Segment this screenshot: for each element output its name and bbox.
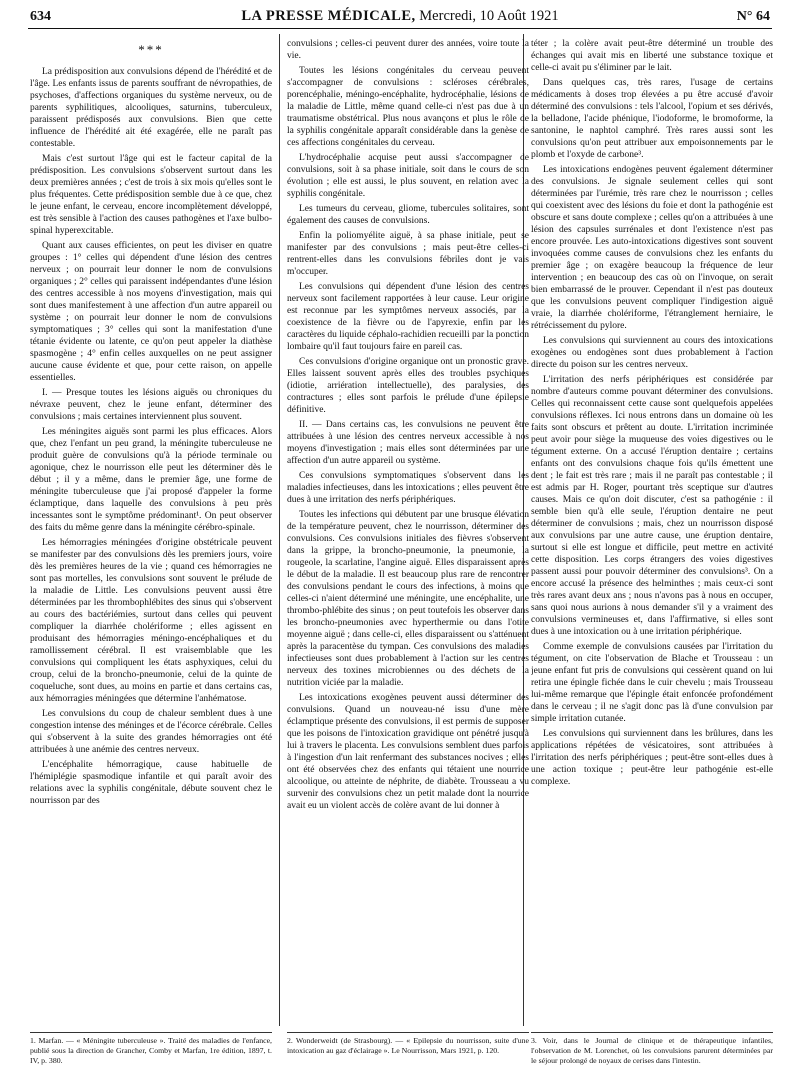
paragraph: II. — Dans certains cas, les convulsions ne peuvent être attribuées à une lésion des centres nerveux accessible à nos moyens d'investigation ; mais elles sont déterminées par une affection d'un autre appareil ou système. xyxy=(287,420,529,466)
paragraph: Les intoxications endogènes peuvent également déterminer des convulsions. Je signale seulement celles qui sont déterminées par l'urémie, très rare chez le nourrisson ; celles qui coexistent avec des lésions du foie et dont la pathogénie est obscure et sans doute complexe ; celles qu'on a attribuées à une lésion des capsules surrénales et dont l'existence n'est pas encore prouvée. Les auto-intoxications digestives sont souvent invoquées comme causes de convulsions chez les enfants du premier âge ; on exagère beaucoup la fréquence de leur intervention ; en beaucoup des cas où on l'invoque, on serait bien embarrassé de le prouver. Cependant il n'est pas douteux que les convulsions peuvent compliquer l'indigestion aiguë vraie, la diarrhée cholériforme, l'étranglement herniaire, le rétrécissement du pylore. xyxy=(531,165,773,331)
paragraph: Les méningites aiguës sont parmi les plus efficaces. Alors que, chez l'enfant un peu grand, la méningite tuberculeuse ne produit guère de convulsions qu'à la période terminale ou agonique, chez le nourrisson elle peut les déterminer dès le début ; il y a même, dans le premier âge, une forme de méningite tuberculeuse que j'ai proposé d'appeler la forme éclamptique, dans laquelle des convulsions à peu près incessantes sont le symptôme prédominant¹. On peut observer des faits du même genre dans la méningite cérébro-spinale. xyxy=(30,427,272,533)
paragraph: Les hémorragies méningées d'origine obstétricale peuvent se manifester par des convulsions dès les premiers jours, voire dès les premières heures de la vie ; quand ces hémorragies ne sont pas mortelles, les convulsions sont souvent le prélude de la maladie de Little. Les convulsions peuvent aussi être déterminées par les thrombophlébites des sinus qui s'observent au cours des bactériémies, surtout dans celles qui peuvent compliquer la diarrhée cholériforme ; elles agissent en produisant des hémorragies méningo-encéphaliques et du ramollissement cérébral. Il est vraisemblable que les convulsions qui compliquent les états asphyxiques, celui du croup, celui de la broncho-pneumonie, celui de la quinte de coqueluche, sont dues, au moins en partie et dans certains cas, aux hémorragies méningées que détermine l'anhématose. xyxy=(30,538,272,704)
paragraph: Quant aux causes efficientes, on peut les diviser en quatre groupes : 1° celles qui dépendent d'une lésion des centres nerveux ; on pourrait leur donner le nom de convulsions organiques ; 2° celles qui paraissent indépendantes d'une lésion des centres accessible à nos moyens d'investigation, mais qui sont dues manifestement à une affection d'un autre appareil ou système ; on pourrait leur donner le nom de convulsions symptomatiques ; 3° celles qui sont la manifestation d'une tétanie évidente ou latente, ce qu'on peut appeler la diathèse spasmogène ; 4° enfin celles auxquelles on ne peut assigner aucune cause évidente et que, pour cette raison, on appelle essentielles. xyxy=(30,241,272,383)
paragraph: Mais c'est surtout l'âge qui est le facteur capital de la prédisposition. Les convulsions s'observent surtout dans les deux premières années ; c'est de trois à six mois qu'elles sont le plus fréquentes. Cette prédisposition semble due à ce que, chez le jeune enfant, le cerveau, encore incomplètement développé, est très sensible à l'action des causes pathogènes et l'axe bulbo-spinal hyperexcitable. xyxy=(30,154,272,236)
paragraph: téter ; la colère avait peut-être déterminé un trouble des échanges qui avait mis en liberté une substance toxique et celle-ci avait pu s'éliminer par le lait. xyxy=(531,39,773,73)
paragraph: L'irritation des nerfs périphériques est considérée par nombre d'auteurs comme pouvant déterminer des convulsions. Celles qui reconnaissent cette cause sont quelquefois appelées convulsions réflexes. Ici nous entrons dans un domaine où les faits sont obscurs et prêtent au doute. L'irritation incriminée peut avoir pour siège la muqueuse des voies digestives ou le tégument externe. On a accusé l'éruption dentaire ; certains enfants ont des convulsions chaque fois qu'ils émettent une dent ; le fait est très rare ; mais il ne paraît pas contestable ; il est admis par H. Roger, pourtant très sceptique sur d'autres causes. Mais ce qu'on doit discuter, c'est sa pathogénie : il semble bien qu'à elle seule, l'éruption dentaire ne peut déterminer de convulsions ; mais, chez un nourrisson disposé aux convulsions par une autre cause, une éruption dentaire, surtout si elle est longue et difficile, peut mettre en activité cette disposition. Les corps étrangers des voies digestives passent aussi pour pouvoir déterminer des convulsions³. On a encore accusé la présence des helminthes ; mais ceux-ci sont très rares avant deux ans ; nous n'avons pas à nous en occuper, sans quoi nous aurions à nous demander s'il y a vraiment des convulsions vermineuses et, dans l'affirmative, si elles sont dues à une intoxication ou à une irritation périphérique. xyxy=(531,375,773,637)
paragraph: Ces convulsions symptomatiques s'observent dans les maladies infectieuses, dans les intoxications ; elles peuvent être dues à une irritation des nerfs périphériques. xyxy=(287,471,529,505)
paragraph: Les convulsions du coup de chaleur semblent dues à une congestion intense des méninges et de l'écorce cérébrale. Celles qui s'observent à la suite des grandes hémorragies ont été attribuées à une anémie des centres nerveux. xyxy=(30,709,272,755)
paragraph: Toutes les infections qui débutent par une brusque élévation de la température peuvent, chez le nourrisson, déterminer des convulsions. Ces convulsions initiales des fièvres s'observent dans la grippe, la broncho-pneumonie, la pneumonie, la rougeole, la scarlatine, l'angine aiguë. Elles disparaissent après le début de la maladie. Il est beaucoup plus rare de rencontrer des convulsions pendant le cours des infections, à moins que celles-ci n'aient déterminé une méningite, une encéphalite, une thrombo-phlébite des sinus ; on peut toutefois les observer dans les broncho-pneumonies avec hyperthermie ou dans l'otite moyenne aiguë ; dans celle-ci, elles disparaissent ou s'atténuent après la paracentèse du tympan. Ces convulsions des maladies infectieuses sont dues probablement à l'action sur les centres nerveux des toxines microbiennes ou des déchets de la nutrition viciée par la maladie. xyxy=(287,510,529,688)
column-1 xyxy=(30,38,272,1023)
running-title xyxy=(28,8,772,25)
paragraph: Enfin la poliomyélite aiguë, à sa phase initiale, peut se manifester par des convulsions ; mais peut-être celles-ci rentrent-elles dans les convulsions fébriles dont je vais m'occuper. xyxy=(287,231,529,277)
issue-date: Mercredi, 10 Août 1921 xyxy=(419,8,559,24)
paragraph: convulsions ; celles-ci peuvent durer des années, voire toute la vie. xyxy=(287,39,529,61)
paragraph: Les convulsions qui surviennent dans les brûlures, dans les applications répétées de vésicatoires, sont attribuées à l'irritation des nerfs périphériques ; peut-être sont-elles dues à une action toxique ; peut-être leur pathogénie est-elle complexe. xyxy=(531,729,773,787)
paragraph: Dans quelques cas, très rares, l'usage de certains médicaments à doses trop élevées a pu être accusé d'avoir déterminé des convulsions : tels l'alcool, l'opium et ses dérivés, la belladone, l'acide phénique, l'iodoforme, le bromoforme, la santonine, le naphtol camphré. Très rares aussi sont les convulsions qu'on peut attribuer aux empoisonnements par le plomb et l'oxyde de carbone³. xyxy=(531,78,773,160)
footnote-2: 2. Wonderweidt (de Strasbourg). — « Epilepsie du nourrisson, suite d'une intoxication au gaz d'éclairage ». Le Nourrisson, Mars 1921, p. 120. xyxy=(287,1032,529,1056)
paragraph: Toutes les lésions congénitales du cerveau peuvent s'accompagner de convulsions : scléroses cérébrales, porencéphalie, méningo-encéphalite, hydrocéphalie, lésions de la maladie de Little, même quand celle-ci n'est pas due à un traumatisme obstétrical. Plus nous avançons et plus le rôle de la syphilis congénitale apparaît considérable dans la genèse de ces affections congénitales du cerveau. xyxy=(287,66,529,148)
paragraph: La prédisposition aux convulsions dépend de l'hérédité et de l'âge. Les enfants issus de parents souffrant de névropathies, de psychoses, d'affections organiques du système nerveux, ou de parents syphilitiques, alcooliques, saturnins, tuberculeux, paraissent prédisposés aux convulsions. Bien que cette influence de l'hérédité ait été exagérée, elle ne paraît pas contestable. xyxy=(30,67,272,149)
paragraph: Les intoxications exogènes peuvent aussi déterminer des convulsions. Quand un nouveau-né issu d'une mère éclamptique présente des convulsions, il est permis de supposer que les poisons de l'intoxication gravidique ont pénétré jusqu'à lui à travers le placenta. Les convulsions semblent dues parfois à l'ingestion d'un lait renfermant des substances nocives ; elles ont été observées chez des enfants qui tétaient une nourrice alcoolique, ou atteinte de néphrite, de diabète. Trousseau a vu survenir des convulsions chez un petit malade dont la nourrice avait eu un violent accès de colère avant de lui donner à xyxy=(287,693,529,811)
footnote-3: 3. Voir, dans le Journal de clinique et de thérapeutique infantiles, l'observation de M. Lorenchet, où les convulsions parurent déterminées par le séjour prolongé de noyaux de cerises dans l'intestin. xyxy=(531,1032,773,1066)
column-2 xyxy=(287,38,529,1023)
paragraph: L'encéphalite hémorragique, cause habituelle de l'hémiplégie spasmodique infantile et qui paraît avoir des relations avec la syphilis congénitale, débute souvent chez le nourrisson par des xyxy=(30,760,272,806)
page-header xyxy=(28,6,772,29)
column-3 xyxy=(531,38,773,1023)
asterism: *** xyxy=(138,42,164,57)
publication-name: LA PRESSE MÉDICALE, xyxy=(241,8,416,24)
paragraph: I. — Presque toutes les lésions aiguës ou chroniques du névraxe peuvent, chez le jeune enfant, déterminer des convulsions ; mais certaines interviennent plus souvent. xyxy=(30,388,272,422)
paragraph: Les convulsions qui surviennent au cours des intoxications exogènes ou endogènes sont dues probablement à l'action directe du poison sur les centres nerveux. xyxy=(531,336,773,370)
column-rule xyxy=(279,34,280,1026)
paragraph: Comme exemple de convulsions causées par l'irritation du tégument, on cite l'observation de Blache et Trousseau : un jeune enfant fut pris de convulsions qui cessèrent quand on lui retira une épingle fichée dans le cuir chevelu ; mais Trousseau lui-même remarque que l'épingle était enfoncée profondément dans le cerveau ; il ne s'agit donc pas là d'une convulsion par simple irritation cutanée. xyxy=(531,642,773,724)
paragraph: Les tumeurs du cerveau, gliome, tubercules solitaires, sont également des causes de convulsions. xyxy=(287,204,529,226)
paragraph: L'hydrocéphalie acquise peut aussi s'accompagner de convulsions, soit à sa phase initiale, soit dans le cours de son évolution ; elle est aussi, le plus souvent, en relation avec la syphilis congénitale. xyxy=(287,153,529,199)
footnote-1: 1. Marfan. — « Méningite tuberculeuse ». Traité des maladies de l'enfance, publié sous la direction de Grancher, Comby et Marfan, 1re édition, 1897, t. IV, p. 380. xyxy=(30,1032,272,1066)
page-number: 634 xyxy=(30,9,51,24)
issue-number: N° 64 xyxy=(736,9,770,24)
paragraph: Ces convulsions d'origine organique ont un pronostic grave. Elles laissent souvent après elles des troubles psychiques (idiotie, arriération intellectuelle), des paralysies, des contractures ; elles sont parfois le prélude d'une épilepsie définitive. xyxy=(287,357,529,415)
paragraph: Les convulsions qui dépendent d'une lésion des centres nerveux sont facilement rapportées à leur cause. Leur origine est reconnue par les symptômes nerveux associés, par la coexistence de la fièvre ou de l'apyrexie, enfin par les caractères du liquide céphalo-rachidien recueilli par la ponction lombaire qu'il faut toujours faire en pareil cas. xyxy=(287,282,529,352)
